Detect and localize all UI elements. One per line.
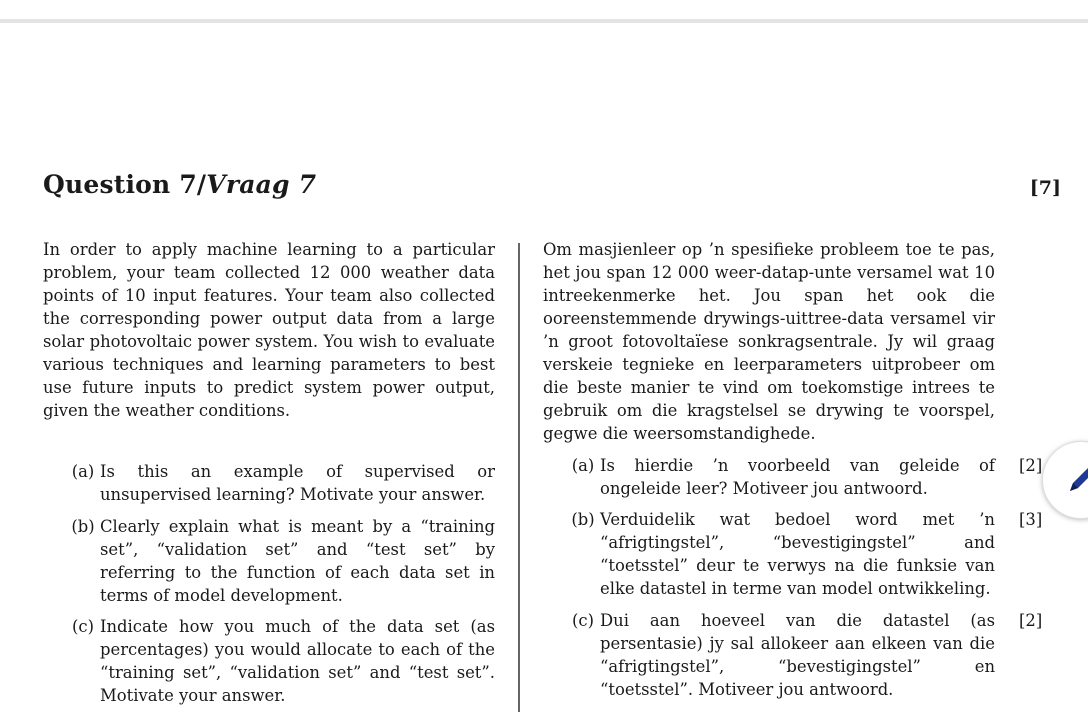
english-column — [43, 238, 495, 422]
question-title-en: Question 7/ — [43, 170, 207, 199]
viewer-divider — [0, 19, 1088, 23]
part-label: (a) — [71, 462, 95, 481]
part-text: Clearly explain what is meant by a “training set”, “validation set” and “test set” by referring to the function of each data set in terms of model development. — [100, 517, 495, 605]
question-title — [43, 170, 316, 199]
pen-icon — [1061, 460, 1088, 500]
part-label: (b) — [571, 510, 595, 529]
column-divider — [518, 243, 520, 712]
part-marks: [2] — [1019, 611, 1043, 630]
part-label: (a) — [571, 456, 595, 475]
part-marks: [3] — [1019, 510, 1043, 529]
part-label: (b) — [71, 517, 95, 536]
viewer-top-bar — [0, 0, 1088, 19]
annotate-pen-button[interactable] — [1042, 441, 1088, 519]
part-marks: [2] — [1019, 456, 1043, 475]
part-label: (c) — [72, 617, 94, 636]
part-text: Dui aan hoeveel van die datastel (as persentasie) jy sal allokeer aan elkeen van die “afrigtingstel”, “bevestigingstel” en “toetsstel”. Motiveer jou antwoord. — [600, 611, 995, 699]
part-label: (c) — [572, 611, 594, 630]
part-text: Is hierdie ’n voorbeeld van geleide of ongeleide leer? Motiveer jou antwoord. — [600, 456, 995, 498]
afrikaans-column — [543, 238, 995, 445]
part-text: Verduidelik wat bedoel word met ’n “afrigtingstel”, “bevestigingstel” and “toetsstel” deur te verwys na die funksie van elke datastel in terme van model ontwikkeling. — [600, 510, 995, 598]
part-text: Is this an example of supervised or unsupervised learning? Motivate your answer. — [100, 462, 495, 504]
afrikaans-intro: Om masjienleer op ’n spesifieke probleem toe te pas, het jou span 12 000 weer-datap-unte versamel wat 10 intreekenmerke het. Jou span het ook die ooreenstemmende drywings-uittree-data versamel vir ’n groot fotovoltaïese sonkragsentrale. Jy wil graag verskeie tegnieke en leerparameters uitprobeer om die beste manier te vind om toekomstige intrees te gebruik om die kragstelsel se drywing te voorspel, gegwe die weersomstandighede. — [543, 240, 995, 443]
question-title-af: Vraag 7 — [206, 170, 317, 199]
part-text: Indicate how you much of the data set (as percentages) you would allocate to each of the “training set”, “validation set” and “test set”. Motivate your answer. — [100, 617, 495, 705]
question-marks: [7] — [1029, 177, 1061, 199]
english-intro: In order to apply machine learning to a particular problem, your team collected 12 000 weather data points of 10 input features. Your team also collected the corresponding power output data from a large solar photovoltaic power system. You wish to evaluate various techniques and learning parameters to best use future inputs to predict system power output, given the weather conditions. — [43, 240, 495, 420]
